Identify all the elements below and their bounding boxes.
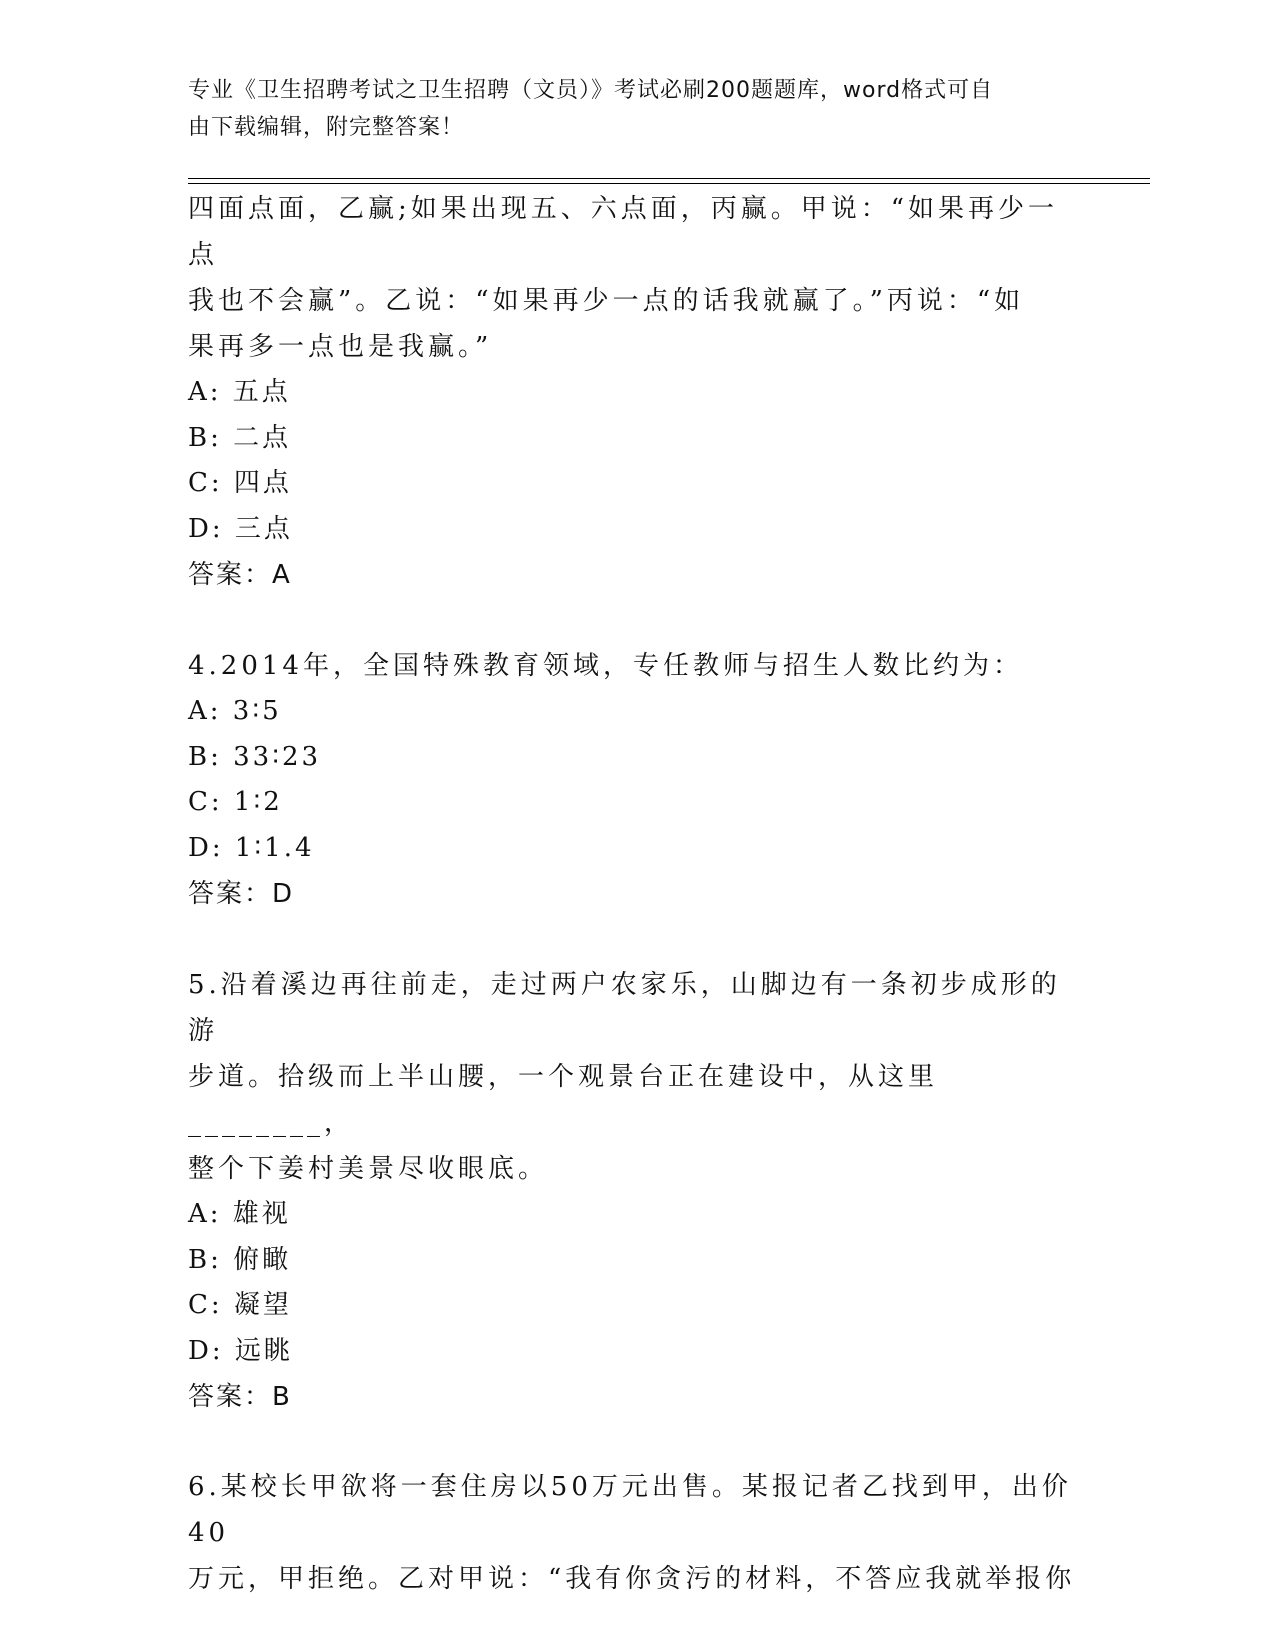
question-text-line: 我也不会赢”。乙说：“如果再少一点的话我就赢了。”丙说：“如 (188, 286, 1025, 316)
header-line-2: 由下载编辑，附完整答案！ (188, 115, 465, 140)
question-text-line: 四面点面，乙赢;如果出现五、六点面，丙赢。甲说：“如果再少一点 (188, 194, 1059, 270)
question-text-line: 5.沿着溪边再往前走，走过两户农家乐，山脚边有一条初步成形的游 (188, 970, 1061, 1046)
question-4 (188, 643, 1088, 917)
question-text-line: 整个下姜村美景尽收眼底。 (188, 1154, 549, 1184)
spacer (188, 1420, 1088, 1464)
header-line-1: 专业《卫生招聘考试之卫生招聘（文员）》考试必刷200题题库，word格式可自 (188, 78, 994, 103)
option-b: B: 33∶23 (188, 741, 322, 772)
header-rule-bottom (188, 183, 1150, 184)
question-3 (188, 186, 1088, 598)
question-text-line: 步道。拾级而上半山腰，一个观景台正在建设中，从这里________， (188, 1062, 939, 1138)
option-b: B: 俯瞰 (188, 1244, 292, 1275)
document-header (188, 72, 1068, 146)
spacer (188, 917, 1088, 962)
question-text-line: 果再多一点也是我赢。” (188, 332, 493, 362)
question-text-line: 万元，甲拒绝。乙对甲说：“我有你贪污的材料，不答应我就举报你 (188, 1564, 1076, 1594)
document-body (188, 186, 1088, 1602)
option-d: D: 三点 (188, 513, 293, 544)
question-text-line: 4.2014年，全国特殊教育领域，专任教师与招生人数比约为： (188, 651, 1023, 681)
option-a: A: 五点 (188, 377, 291, 407)
answer-line: 答案：B (188, 1382, 292, 1412)
option-c: C: 1∶2 (188, 787, 283, 817)
option-d: D: 远眺 (188, 1335, 293, 1366)
spacer (188, 598, 1088, 643)
question-text-line: 6.某校长甲欲将一套住房以50万元出售。某报记者乙找到甲，出价40 (188, 1472, 1072, 1548)
answer-line: 答案：A (188, 560, 292, 590)
option-b: B: 二点 (188, 422, 292, 453)
question-6 (188, 1464, 1088, 1602)
option-a: A: 3∶5 (188, 696, 282, 726)
option-a: A: 雄视 (188, 1199, 291, 1229)
option-c: C: 凝望 (188, 1290, 292, 1320)
option-d: D: 1∶1.4 (188, 832, 315, 863)
header-rule-top (188, 178, 1150, 179)
answer-line: 答案：D (188, 879, 295, 909)
option-c: C: 四点 (188, 468, 292, 498)
question-5 (188, 962, 1088, 1420)
